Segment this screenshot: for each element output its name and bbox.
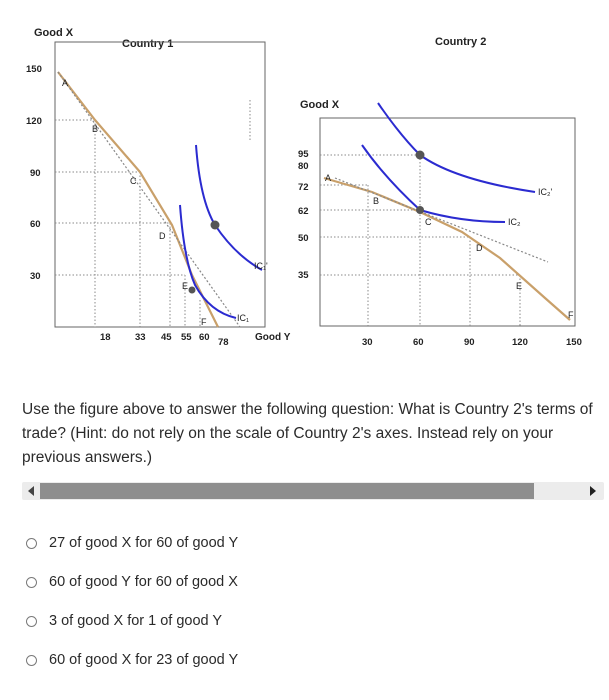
c1-x-tick: 60 [199,332,210,343]
c1-x-tick: 45 [161,332,172,343]
c2-point-label: B [373,196,380,206]
scroll-right-arrow-icon[interactable] [590,486,596,496]
c1-production-point [189,287,196,294]
c1-point-label: A [62,78,69,88]
c1-y-tick: 120 [26,116,42,127]
c1-x-tick: 55 [181,332,192,343]
c2-production-point [416,206,424,214]
c2-ppf-line [324,178,570,320]
c2-point-label: A [325,173,332,183]
option-label: 3 of good X for 1 of good Y [49,613,223,629]
c2-consumption-point [416,151,425,160]
c1-consumption-point [211,221,220,230]
question-text: Use the figure above to answer the following question: What is Country 2's terms of trade? (Hint: do not rely on the scale of Country 2's axes. Instead rely on your previous answers.) [22,401,593,466]
c1-ic-label: IC₁ [237,313,250,323]
scroll-left-arrow-icon[interactable] [28,486,34,496]
c1-trade-line [58,72,240,327]
option-label: 60 of good X for 23 of good Y [49,652,239,668]
c2-x-tick: 90 [464,337,475,348]
c1-x-axis-label: Good Y [255,332,291,343]
c1-ic-prime-curve [196,145,262,270]
c2-ic-prime-label: IC₂' [538,187,553,197]
c1-plot-frame [55,42,265,327]
c2-x-tick: 60 [413,337,424,348]
c2-y-tick: 62 [298,206,309,217]
c2-point-label: D [476,243,483,253]
option-label: 27 of good X for 60 of good Y [49,535,239,551]
c1-y-tick: 60 [30,219,41,230]
c1-title: Country 1 [122,38,174,50]
c1-x-tick: 78 [218,337,229,348]
c2-point-label: C [425,217,432,227]
c1-y-tick: 150 [26,64,42,75]
c2-y-tick: 95 [298,149,309,160]
c1-point-label: B [92,124,99,134]
answer-option-4[interactable] [26,650,238,670]
c1-ic-curve [180,205,236,318]
radio-button[interactable] [26,616,37,627]
c2-x-tick: 120 [512,337,528,348]
c1-y-tick: 90 [30,168,41,179]
c2-title: Country 2 [435,36,487,48]
answer-options [26,533,238,689]
c2-ic-prime-curve [378,103,535,192]
radio-button[interactable] [26,538,37,549]
c1-point-label: C [130,176,137,186]
scroll-thumb[interactable] [40,483,534,499]
c2-y-tick: 35 [298,270,309,281]
radio-button[interactable] [26,577,37,588]
c2-y-tick: 80 [298,161,309,172]
horizontal-scrollbar[interactable] [22,482,604,500]
c1-x-tick: 33 [135,332,146,343]
c2-guides [320,155,523,326]
c2-point-label: E [516,281,523,291]
radio-button[interactable] [26,655,37,666]
c1-guides [55,100,250,327]
c2-y-tick: 50 [298,233,309,244]
c1-y-axis-label: Good X [34,27,74,39]
c1-y-tick: 30 [30,271,41,282]
c2-x-tick: 150 [566,337,582,348]
c2-y-axis-label: Good X [300,99,340,111]
c2-x-tick: 30 [362,337,373,348]
c1-x-tick: 18 [100,332,111,343]
answer-option-3[interactable] [26,611,238,631]
c2-y-tick: 72 [298,182,309,193]
c1-ic-prime-label: IC₁' [254,261,268,271]
c1-point-label: D [159,231,166,241]
c1-point-label: E [182,281,189,291]
c2-point-label: F [568,310,574,320]
option-label: 60 of good Y for 60 of good X [49,574,238,590]
c2-ic-label: IC₂ [508,217,521,227]
answer-option-1[interactable] [26,533,238,553]
c1-point-label: F [201,317,207,327]
answer-option-2[interactable] [26,572,238,592]
